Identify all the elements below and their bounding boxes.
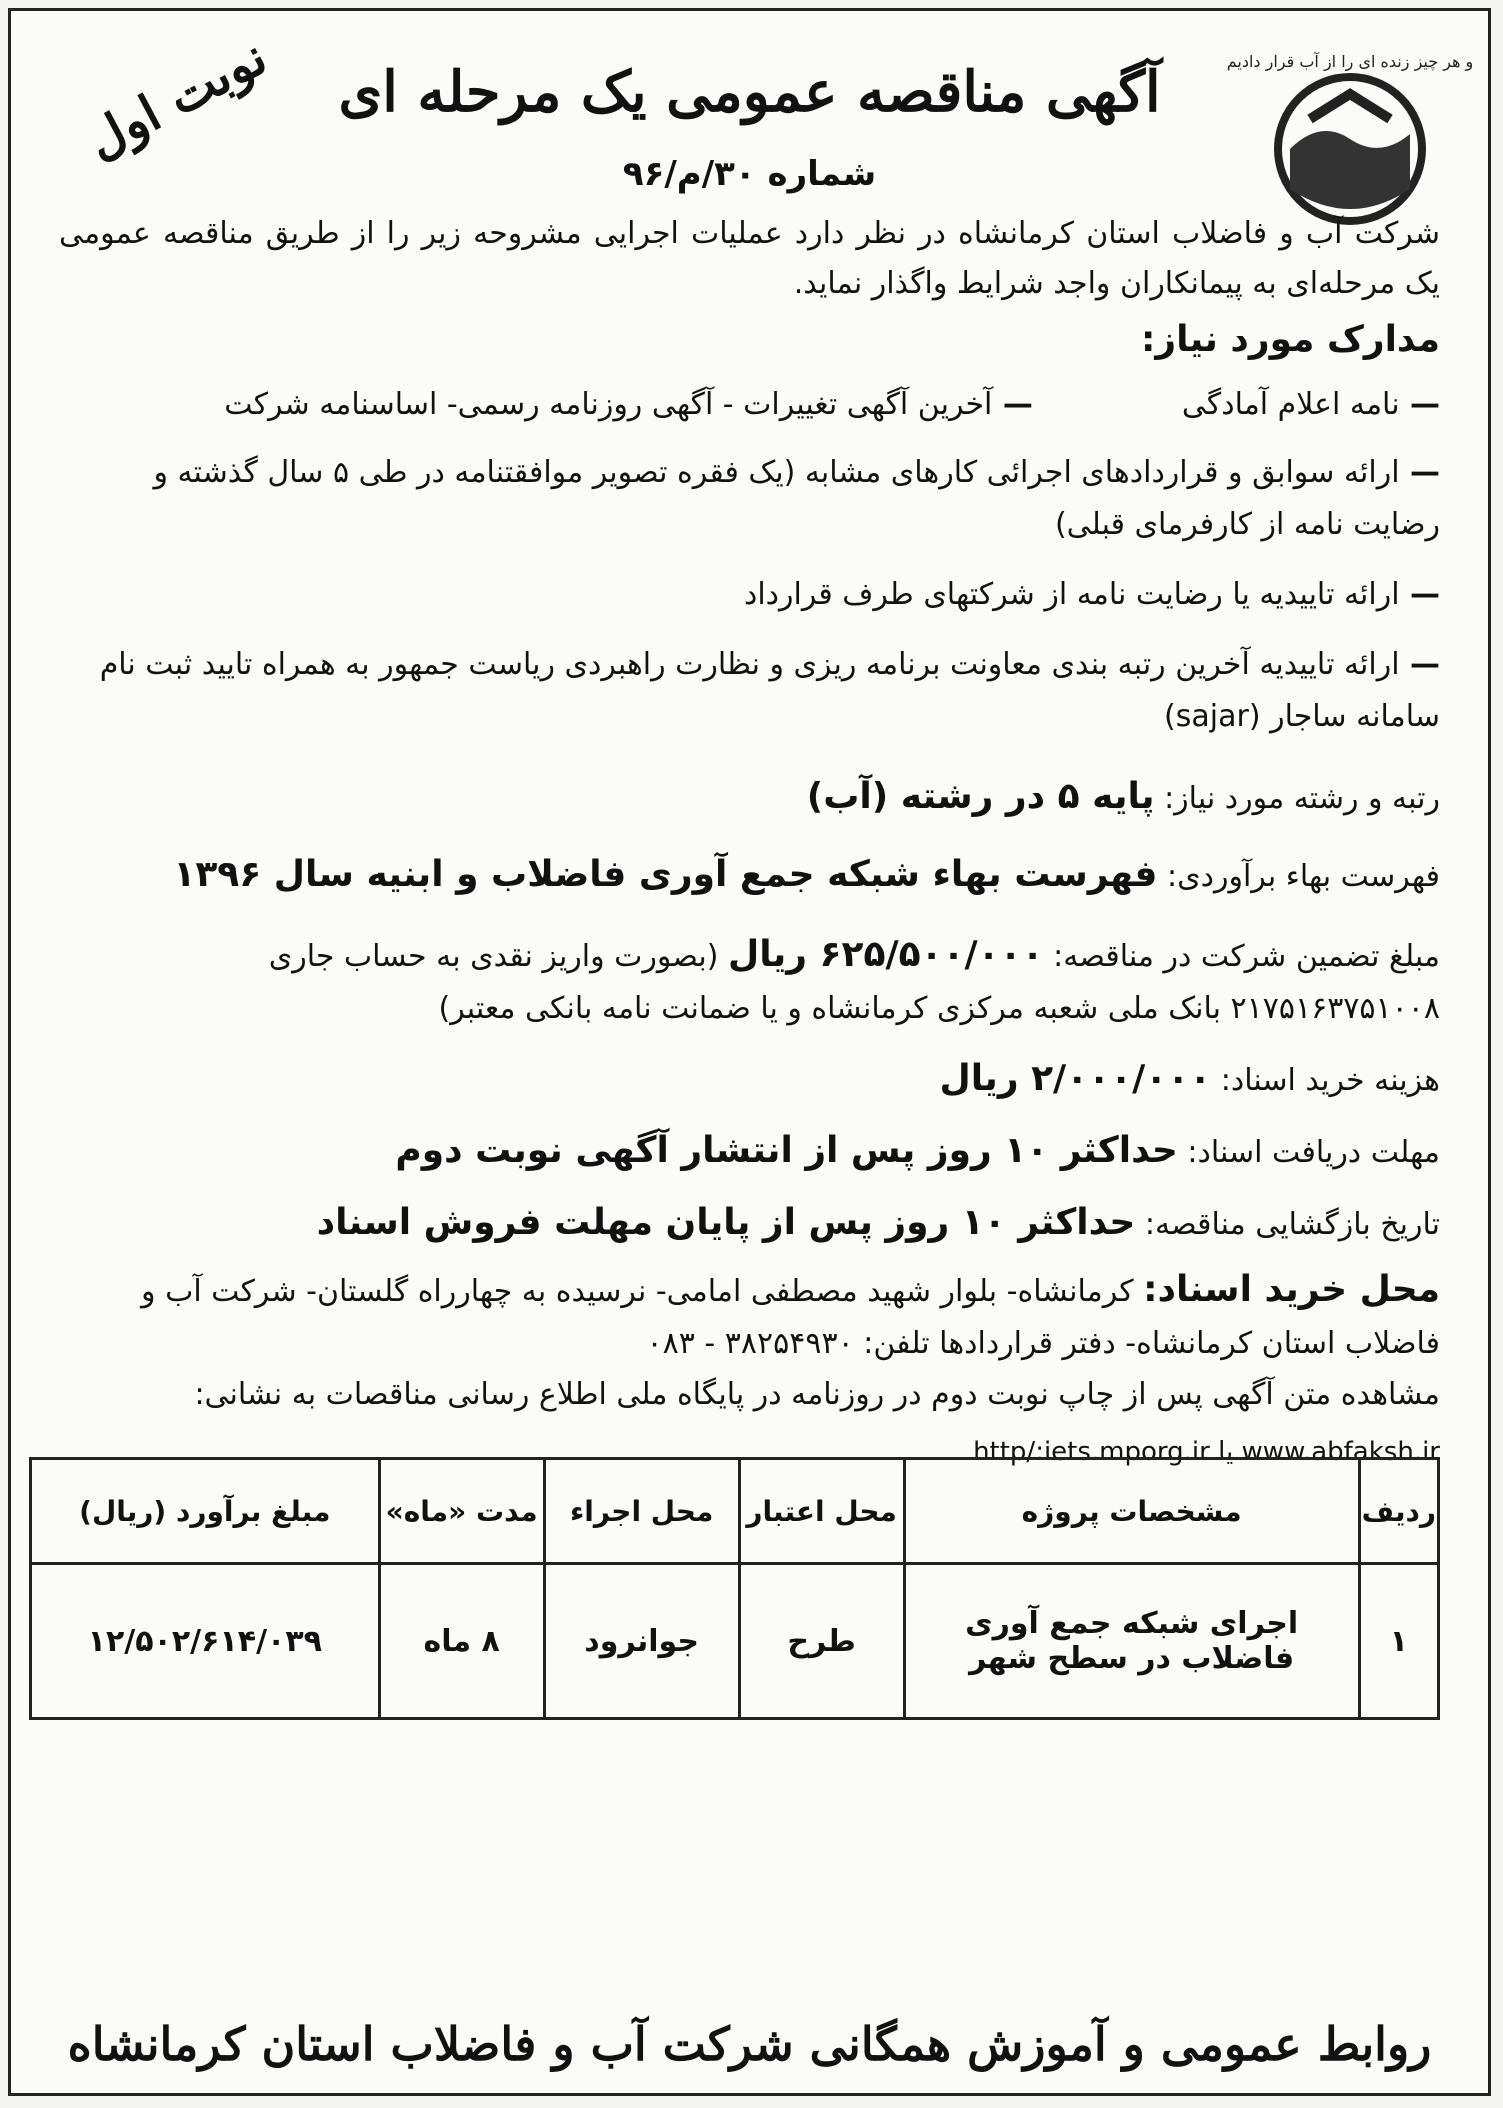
required-doc-4: — ارائه تاییدیه آخرین رتبه بندی معاونت برنامه ریزی و نظارت راهبردی ریاست جمهور به همراه تایید ثبت نام سامانه ساجار (sajar) — [99, 647, 1440, 734]
view-text-note: مشاهده متن آگهی پس از چاپ نوبت دوم در روزنامه در پایگاه ملی اطلاع رسانی مناقصات به نشانی: — [194, 1377, 1440, 1412]
required-doc-2: — ارائه سوابق و قراردادهای اجرائی کارهای مشابه (یک فقره تصویر موافقتنامه در طی ۵ سال گذشته و رضایت نامه از کارفرمای قبلی) — [153, 455, 1440, 542]
col-header-row-no: ردیف — [1359, 1459, 1438, 1564]
cell-credit: طرح — [739, 1564, 904, 1719]
rank-field: رتبه و رشته مورد نیاز: پایه ۵ در رشته (آب) — [806, 776, 1440, 817]
table-row — [31, 1564, 1439, 1719]
price-list-field: فهرست بهاء برآوردی: فهرست بهاء شبکه جمع آوری فاضلاب و ابنیه سال ۱۳۹۶ — [173, 854, 1440, 895]
cell-location: جوانرود — [544, 1564, 739, 1719]
cell-project: اجرای شبکه جمع آوری فاضلاب در سطح شهر — [904, 1564, 1359, 1719]
col-header-location: محل اجراء — [544, 1459, 739, 1564]
purchase-cost-field: هزینه خرید اسناد: ۲/۰۰۰/۰۰۰ ریال — [939, 1058, 1440, 1099]
logo-motto: و هر چیز زنده ای را از آب قرار دادیم — [1226, 52, 1474, 71]
receive-deadline-field: مهلت دریافت اسناد: حداکثر ۱۰ روز پس از انتشار آگهی نوبت دوم — [395, 1130, 1440, 1171]
intro-paragraph: شرکت آب و فاضلاب استان کرمانشاه در نظر دارد عملیات اجرایی مشروحه زیر را از طریق مناقصه عمومی یک مرحله‌ای به پیمانکاران واجد شرایط واگذار نماید. — [59, 216, 1440, 301]
first-turn-stamp: نوبت اول — [76, 26, 276, 171]
footer-signature: روابط عمومی و آموزش همگانی شرکت آب و فاضلاب استان کرمانشاه — [67, 2017, 1432, 2071]
guarantee-field: مبلغ تضمین شرکت در مناقصه: ۶۲۵/۵۰۰/۰۰۰ ریال (بصورت واریز نقدی به حساب جاری ۲۱۷۵۱۶۳۷۵۱۰۰۸ بانک ملی شعبه مرکزی کرمانشاه و یا ضمانت نامه بانکی معتبر) — [268, 934, 1440, 1026]
required-doc-1: — نامه اعلام آمادگی — آخرین آگهی تغییرات - آگهی روزنامه رسمی- اساسنامه شرکت — [224, 387, 1440, 422]
page-title: آگهی مناقصه عمومی یک مرحله ای — [338, 59, 1161, 125]
ad-content — [29, 26, 1474, 2075]
websites[interactable]: http/:iets.mporg.ir یا www.abfaksh.ir — [973, 1437, 1440, 1467]
col-header-project: مشخصات پروژه — [904, 1459, 1359, 1564]
purchase-location-field: محل خرید اسناد: کرمانشاه- بلوار شهید مصطفی امامی- نرسیده به چهارراه گلستان- شرکت آب و فاضلاب استان کرمانشاه- دفتر قراردادها تلفن: ۳۸۲۵۴۹۳۰ - ۰۸۳ — [141, 1269, 1440, 1361]
col-header-amount: مبلغ برآورد (ریال) — [31, 1459, 380, 1564]
cell-row-no: ۱ — [1359, 1564, 1438, 1719]
tender-number: شماره ۳۰/م/۹۶ — [622, 154, 877, 194]
opening-date-field: تاریخ بازگشایی مناقصه: حداکثر ۱۰ روز پس از پایان مهلت فروش اسناد — [316, 1202, 1440, 1243]
cell-amount: ۱۲/۵۰۲/۶۱۴/۰۳۹ — [31, 1564, 380, 1719]
table-header-row — [31, 1459, 1439, 1564]
required-documents-heading: مدارک مورد نیاز: — [1141, 319, 1440, 360]
col-header-duration: مدت «ماه» — [379, 1459, 544, 1564]
cell-duration: ۸ ماه — [379, 1564, 544, 1719]
ad-frame — [8, 8, 1491, 2096]
required-doc-3: — ارائه تاییدیه یا رضایت نامه از شرکتهای طرف قرارداد — [743, 577, 1440, 612]
col-header-credit: محل اعتبار — [739, 1459, 904, 1564]
project-table — [29, 1457, 1440, 1720]
